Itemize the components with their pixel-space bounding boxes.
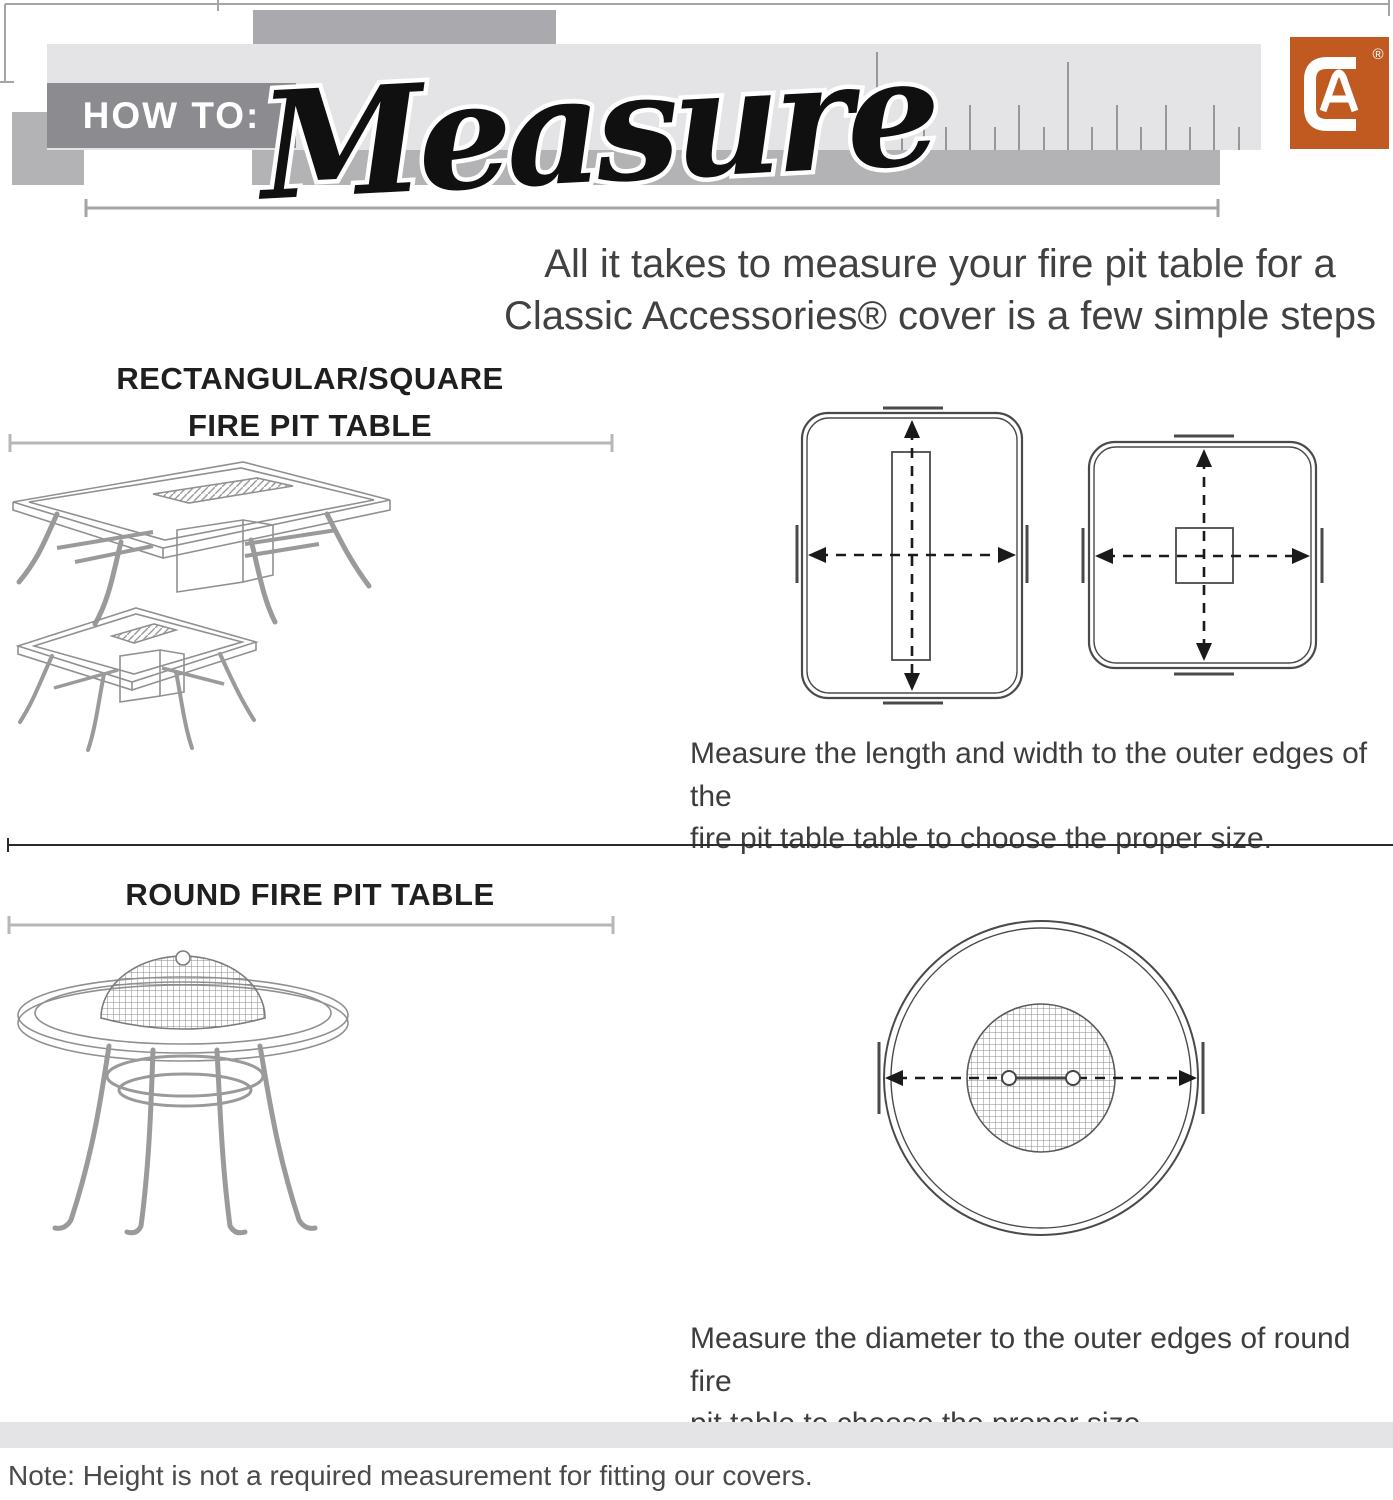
square-fire-pit-table-illustration: [8, 600, 268, 770]
ca-monogram-icon: [1290, 37, 1389, 149]
rect-heading-line-2: FIRE PIT TABLE: [187, 407, 433, 443]
table-stretchers: [54, 668, 224, 688]
ca-a-shape: [1323, 73, 1355, 111]
square-top-view-diagram: [1075, 425, 1325, 685]
divider-line: [8, 838, 1393, 852]
rect-heading-line-1: RECTANGULAR/SQUARE: [116, 361, 504, 396]
footer-note: Note: Height is not a required measurement for fitting our covers.: [8, 1460, 813, 1491]
round-fire-pit-table-illustration: [5, 948, 365, 1243]
fire-pit-strip: [153, 478, 293, 503]
registered-mark: ®: [1372, 46, 1384, 63]
round-caption-line-1: Measure the diameter to the outer edges of round fire: [690, 1322, 1351, 1398]
classic-accessories-logo: [1290, 37, 1389, 149]
howto-kicker-label: HOW TO:: [82, 94, 261, 136]
round-top-view-diagram: [875, 912, 1207, 1244]
header: [0, 0, 1393, 232]
fire-pit-dome-screen: [101, 951, 265, 1029]
round-heading-line: ROUND FIRE PIT TABLE: [125, 877, 495, 912]
dimension-line: [9, 916, 613, 934]
intro-line-1: All it takes to measure your fire pit table for a: [544, 242, 1336, 286]
ring-stretcher: [107, 1056, 263, 1106]
dimension-line: [10, 434, 612, 452]
dimension-line: [86, 199, 1218, 217]
pedestal: [120, 650, 160, 702]
round-section-dimension-line: [0, 912, 660, 938]
dome-handle-loop: [176, 951, 190, 965]
title-script-text: Measure: [255, 24, 939, 234]
rect-caption-line-1: Measure the length and width to the outer edges of the: [690, 737, 1368, 813]
left-bracket-line: [0, 4, 14, 82]
width-arrow: [1095, 548, 1310, 564]
intro-line-2: Classic Accessories® cover is a few simple steps: [504, 294, 1376, 338]
rect-caption-line-2: fire pit table table to choose the proper size.: [690, 822, 1273, 856]
rectangular-top-view-diagram: [790, 398, 1035, 713]
table-legs: [20, 654, 254, 750]
section-divider: [0, 835, 1393, 855]
footer-bar: [0, 1422, 1393, 1448]
intro-text: [490, 238, 1390, 342]
header-dimension-line: [0, 195, 1393, 225]
fire-pit-square: [112, 624, 176, 643]
table-stretchers: [57, 530, 337, 562]
